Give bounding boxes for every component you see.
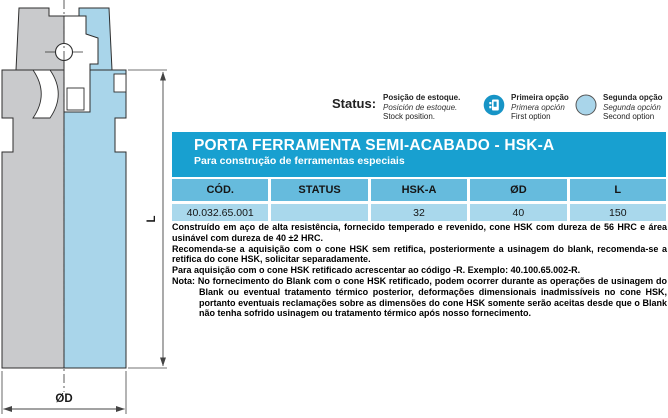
note-text: No fornecimento do Blank com o cone HSK retificado, podem ocorrer durante as operações de usinagem do Blank ou eventual tratamento térmico posterior, deformações dimensionais inadmissíveis no cone HSK, portanto eventuais reclamações sobre as dimensões do cone HSK somente serão aceitas desde que o Blank não tenha sofrido usinagem ou tratamento térmico após nosso fornecimento. <box>197 275 667 319</box>
note-label: Nota: <box>172 275 195 286</box>
legend-first-pt: Primeira opção <box>511 93 569 102</box>
description-block <box>172 222 667 319</box>
dim-label-diameter: ØD <box>55 393 73 405</box>
legend-second-pt: Segunda opção <box>603 93 663 102</box>
description-paragraph-1: Construído em aço de alta resistência, fornecido temperado e revenido, cone HSK com dureza de 56 HRC e área usinável com dureza de 40 ±2 HRC. <box>172 222 667 243</box>
legend-stock-en: Stock position. <box>383 112 436 122</box>
second-option-icon <box>575 94 597 116</box>
technical-drawing <box>0 0 170 418</box>
cell-od: 40 <box>470 204 566 221</box>
legend-stock-es: Posición de estoque. <box>383 102 458 112</box>
title-bar <box>172 132 666 177</box>
col-header-cod: CÓD. <box>172 179 268 201</box>
cell-hska: 32 <box>371 204 467 221</box>
col-header-status: STATUS <box>271 179 367 201</box>
page-subtitle: Para construção de ferramentas especiais <box>194 155 405 167</box>
clamping-detail <box>67 88 84 110</box>
col-header-hska: HSK-A <box>371 179 467 201</box>
description-paragraph-3: Para aquisição com o cone HSK retificado acrescentar ao código -R. Exemplo: 40.100.65.002-R. <box>172 265 581 276</box>
legend-first-option <box>511 93 569 122</box>
legend-stock-pt: Posição de estoque. <box>383 93 461 102</box>
flange-notch <box>114 74 126 92</box>
cell-cod: 40.032.65.001 <box>172 204 268 221</box>
col-header-l: L <box>570 179 666 201</box>
cell-l: 150 <box>570 204 666 221</box>
first-option-icon <box>483 94 505 116</box>
col-header-od: ØD <box>470 179 566 201</box>
table-row <box>172 204 666 221</box>
table-header-row <box>172 179 666 201</box>
note-paragraph <box>172 276 667 319</box>
description-paragraph-2: Recomenda-se a aquisição com o cone HSK sem retifica, posteriormente a usinagem do blank, recomenda-se a retifica do cone HSK, solicitar separadamente. <box>172 243 667 265</box>
legend-second-en: Second option <box>603 112 655 122</box>
product-table <box>172 179 666 221</box>
legend-second-option <box>603 93 663 122</box>
cell-status <box>271 204 367 221</box>
status-label: Status: <box>332 96 377 111</box>
legend-second-es: Segunda opción <box>603 102 661 112</box>
dim-label-length: L <box>146 215 158 223</box>
status-legend <box>330 92 668 128</box>
legend-stock-position <box>383 93 460 122</box>
legend-first-es: Primera opción <box>511 102 565 112</box>
holder-left-half <box>2 8 64 368</box>
page-title: PORTA FERRAMENTA SEMI-ACABADO - HSK-A <box>194 137 555 154</box>
legend-first-en: First option <box>511 112 551 122</box>
